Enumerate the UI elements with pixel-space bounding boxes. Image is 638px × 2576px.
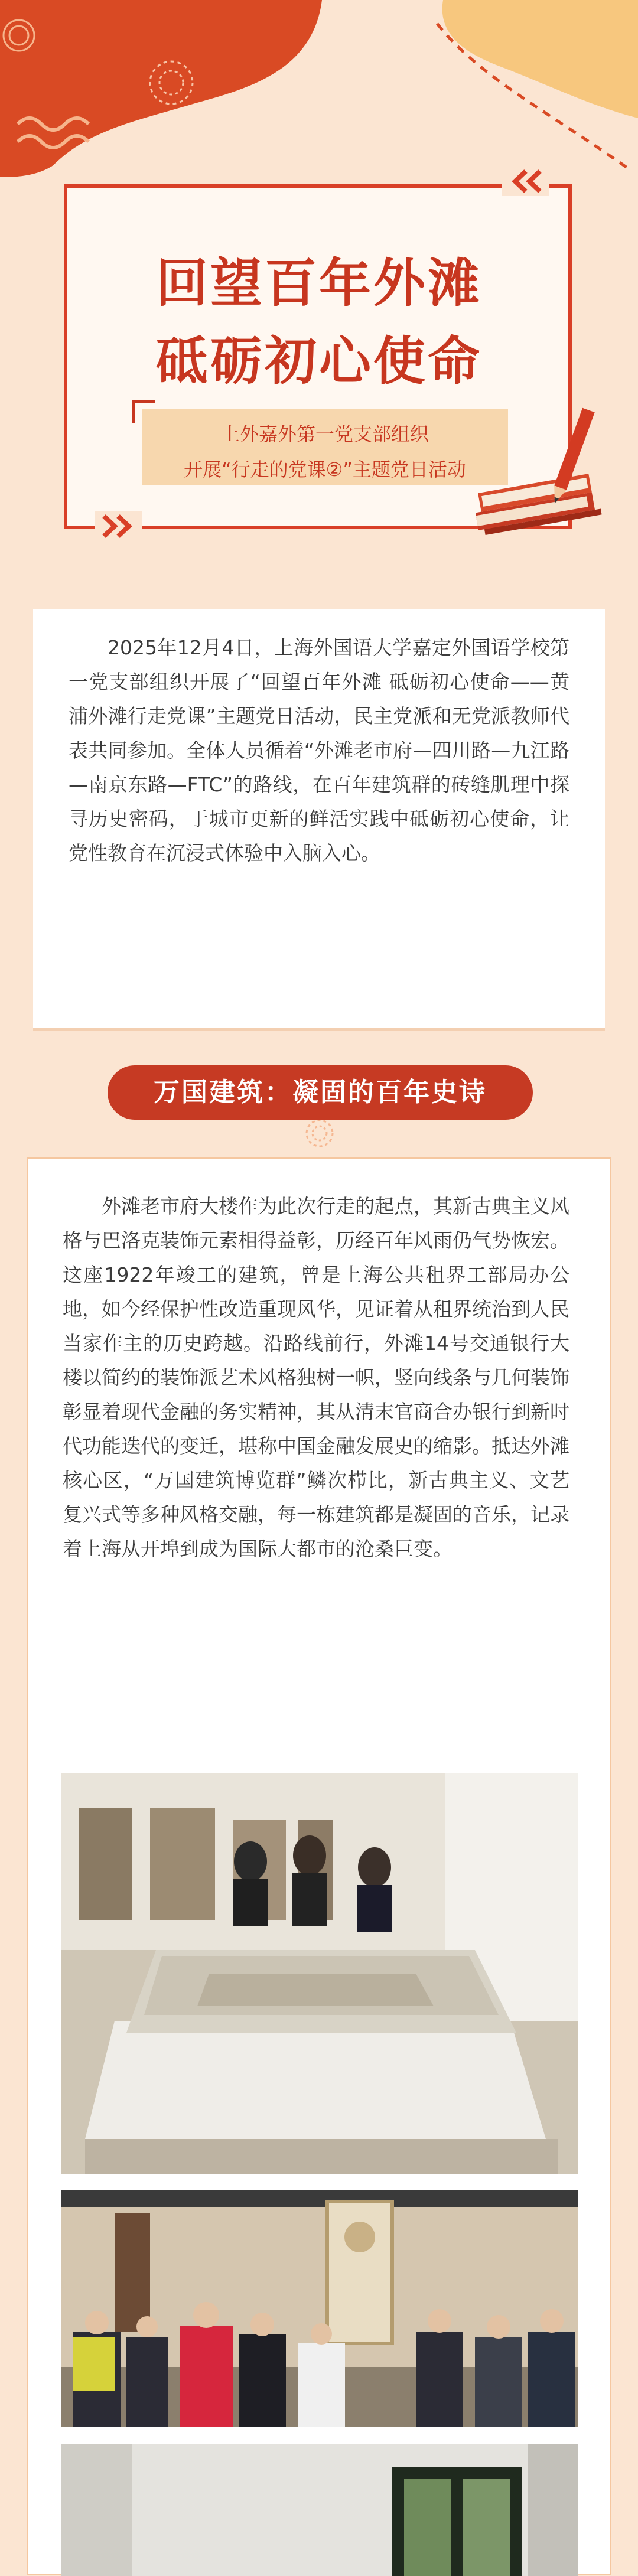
photo-building-model bbox=[61, 1773, 578, 2174]
photo-group-visit bbox=[61, 2190, 578, 2427]
double-chevron-right-icon bbox=[95, 511, 142, 541]
photo-interior bbox=[61, 2444, 578, 2576]
page-title-line2: 砥砺初心使命 bbox=[155, 330, 482, 392]
intro-card bbox=[33, 609, 605, 1028]
subtitle-line1: 上外嘉外第一党支部组织 bbox=[220, 423, 429, 445]
header-decoration-right bbox=[414, 0, 638, 177]
subtitle-line2: 开展“行走的党课②”主题党日活动 bbox=[184, 458, 466, 481]
subtitle-box bbox=[142, 409, 508, 485]
header-decoration-left bbox=[0, 0, 331, 177]
section-paragraph: 外滩老市府大楼作为此次行走的起点，其新古典主义风格与巴洛克装饰元素相得益彰，历经百年风雨仍气势恢宏。这座1922年竣工的建筑，曾是上海公共租界工部局办公地，如今经保护性改造重现风华，见证着从租界统治到人民当家作主的历史跨越。沿路线前行，外滩14号交通银行大楼以简约的装饰派艺术风格独树一帜，竖向线条与几何装饰彰显着现代金融的务实精神，其从清末官商合办银行到新时代功能迭代的变迁，堪称中国金融发展史的缩影。抵达外滩核心区，“万国建筑博览群”鳞次栉比，新古典主义、文艺复兴式等多种风格交融，每一栋建筑都是凝固的音乐，记录着上海从开埠到成为国际大都市的沧桑巨变。 bbox=[63, 1195, 569, 1560]
section-title-architecture: 万国建筑：凝固的百年史诗 bbox=[108, 1065, 533, 1120]
section-content-card bbox=[27, 1157, 611, 2575]
intro-paragraph: 2025年12月4日，上海外国语大学嘉定外国语学校第一党支部组织开展了“回望百年外滩 砥砺初心使命——黄浦外滩行走党课”主题党日活动，民主党派和无党派教师代表共同参加。全体人员循着“外滩老市府—四川路—九江路—南京东路—FTC”的路线，在百年建筑群的砖缝肌理中探寻历史密码，于城市更新的鲜活实践中砥砺初心使命，让党性教育在沉浸式体验中入脑入心。 bbox=[69, 636, 569, 865]
double-chevron-left-icon bbox=[502, 167, 549, 196]
books-pencil-icon bbox=[467, 407, 608, 549]
page-title-line1: 回望百年外滩 bbox=[155, 252, 482, 314]
